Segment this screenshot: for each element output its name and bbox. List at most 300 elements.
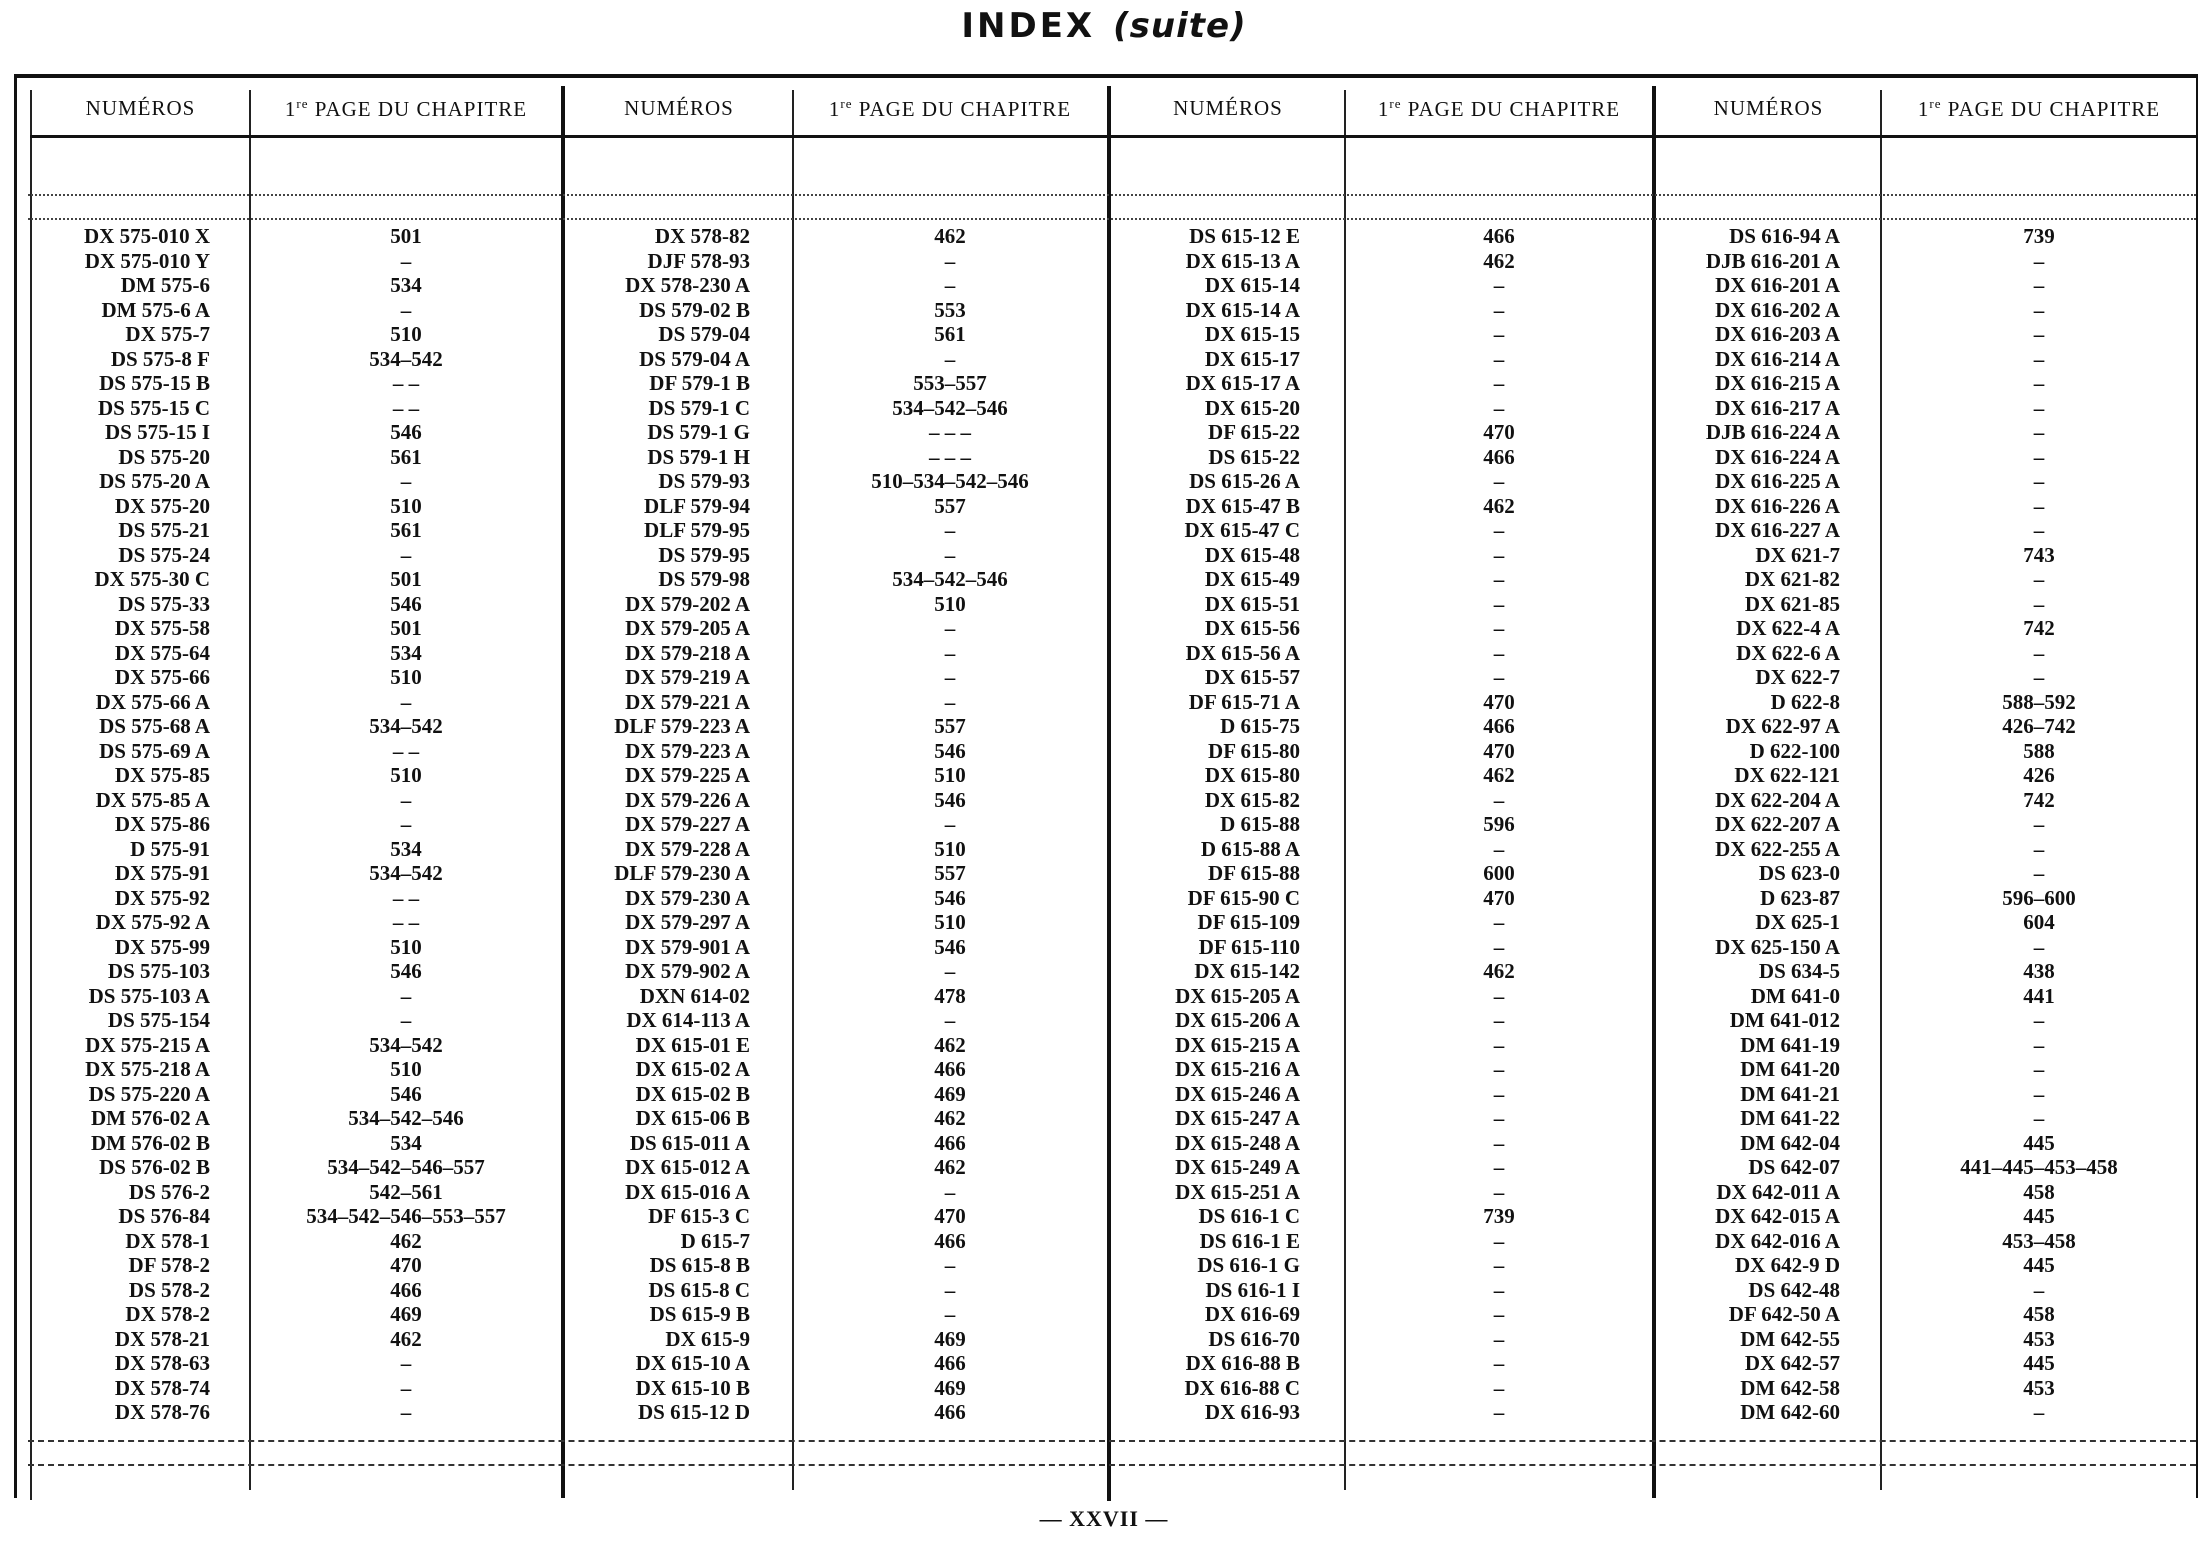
chapter-page: 557 [934,493,966,518]
index-number: DM 641-19 [1740,1032,1840,1057]
index-number: DS 575-20 [118,444,210,469]
chapter-page: – [944,640,956,665]
index-number: DS 579-1 G [647,420,750,444]
chapter-page: 561 [390,444,422,469]
index-number: DM 575-6 A [101,297,210,322]
chapter-page: 588–592 [2002,689,2076,714]
index-number: DS 576-84 [118,1204,210,1228]
chapter-page: – [2033,322,2045,346]
header-rule [30,135,2196,138]
index-number: DX 616-224 A [1715,444,1840,469]
chapter-page: – [1493,1326,1505,1351]
header-page-3: 1re PAGE DU CHAPITRE [1377,96,1621,121]
index-number: DM 641-21 [1740,1081,1840,1106]
chapter-page: 470 [1483,420,1515,444]
index-number: DX 622-204 A [1715,787,1840,812]
index-number: DX 579-221 A [625,689,750,714]
chapter-page: 600 [1483,861,1515,885]
index-number: DX 615-06 B [635,1106,750,1130]
index-number: DX 578-230 A [625,273,750,297]
chapter-page: – [2033,1277,2045,1302]
index-number: DX 578-2 [125,1302,210,1326]
chapter-page: 534–542–546–557 [327,1155,485,1179]
chapter-page: – [1493,1130,1505,1155]
index-number: DX 615-14 [1204,273,1300,297]
chapter-page: 510 [390,493,422,518]
chapter-page: – [2033,567,2045,591]
chapter-page: – – – [929,444,971,469]
chapter-page: – [1493,346,1505,371]
index-number: DS 575-154 [107,1008,210,1032]
chapter-page: – [1493,616,1505,640]
chapter-page: 445 [2023,1253,2055,1277]
index-number: DS 616-94 A [1729,224,1840,248]
numbers-column-2 [564,224,750,1425]
chapter-page: – [2033,861,2045,885]
chapter-page: 534–542 [369,714,443,738]
chapter-page: 510 [390,763,422,787]
chapter-page: – [400,689,412,714]
chapter-page: 462 [934,1106,966,1130]
index-number: DS 642-07 [1748,1155,1840,1179]
chapter-page: 469 [390,1302,422,1326]
index-number: DF 615-110 [1198,934,1300,959]
chapter-page: 466 [934,1057,966,1081]
index-number: DS 616-1 C [1198,1204,1300,1228]
index-number: DF 615-88 [1208,861,1300,885]
chapter-page: – – [392,910,420,934]
chapter-page: 458 [2023,1302,2055,1326]
chapter-page: – [1493,322,1505,346]
index-number: DX 615-14 A [1185,297,1300,322]
chapter-page: 445 [2023,1204,2055,1228]
chapter-page: – [1493,1253,1505,1277]
index-number: DF 615-22 [1208,420,1300,444]
chapter-page: – [1493,836,1505,861]
chapter-page: 426–742 [2002,714,2076,738]
index-number: DX 578-74 [114,1375,210,1400]
index-number: DX 575-64 [114,640,210,665]
index-number: DS 576-02 B [99,1155,210,1179]
index-number: DX 578-63 [114,1351,210,1375]
chapter-page: – – [392,371,420,395]
chapter-page: – [400,469,412,493]
index-number: DX 615-10 B [635,1375,750,1400]
chapter-page: 510 [934,763,966,787]
index-number: DX 575-66 [114,665,210,689]
chapter-page: – [400,248,412,273]
title-suffix: (suite) [1113,6,1247,46]
chapter-page: – [1493,518,1505,542]
index-number: DX 615-47 C [1184,518,1300,542]
index-number: DX 575-218 A [85,1057,210,1081]
pages-column-4 [1883,224,2195,1425]
index-number: DX 615-56 [1204,616,1300,640]
chapter-page: – [1493,591,1505,616]
separator [1344,90,1346,1490]
chapter-page: – [944,1277,956,1302]
index-number: DS 575-15 B [99,371,210,395]
index-number: D 615-75 [1220,714,1300,738]
index-number: DX 615-216 A [1175,1057,1300,1081]
chapter-page: 510 [390,934,422,959]
chapter-page: – [1493,1179,1505,1204]
chapter-page: – [944,959,956,983]
chapter-page: 441–445–453–458 [1960,1155,2118,1179]
index-number: DS 576-2 [128,1179,210,1204]
chapter-page: – [1493,1351,1505,1375]
chapter-page: – [944,542,956,567]
index-number: DS 616-1 I [1205,1277,1300,1302]
index-number: DX 642-57 [1744,1351,1840,1375]
chapter-page: – [1493,934,1505,959]
chapter-page: 466 [390,1277,422,1302]
index-number: DX 579-228 A [625,836,750,861]
index-number: DX 622-6 A [1736,640,1840,665]
chapter-page: – [2033,371,2045,395]
index-number: DS 575-20 A [99,469,210,493]
chapter-page: – – [392,738,420,763]
index-number: DF 615-3 C [648,1204,750,1228]
chapter-page: – [1493,1155,1505,1179]
index-number: DX 615-248 A [1175,1130,1300,1155]
index-number: DM 642-55 [1740,1326,1840,1351]
index-number: DX 615-249 A [1175,1155,1300,1179]
index-number: DS 616-1 E [1199,1228,1300,1253]
chapter-page: 510 [390,322,422,346]
chapter-page: – [400,542,412,567]
dotted-rule [28,194,2196,196]
index-number: DX 615-02 A [635,1057,750,1081]
index-number: DX 579-227 A [625,812,750,836]
chapter-page: – [2033,934,2045,959]
index-number: DX 616-203 A [1715,322,1840,346]
index-number: DX 622-255 A [1715,836,1840,861]
chapter-page: 534 [390,1130,422,1155]
chapter-page: 546 [934,738,966,763]
chapter-page: – [2033,665,2045,689]
chapter-page: – [1493,1228,1505,1253]
index-number: DX 615-57 [1204,665,1300,689]
index-number: DX 575-010 Y [84,248,210,273]
index-number: DS 575-69 A [99,738,210,763]
chapter-page: 470 [934,1204,966,1228]
chapter-page: – [944,518,956,542]
index-number: DX 615-246 A [1175,1081,1300,1106]
chapter-page: 501 [390,224,422,248]
index-number: DS 575-103 A [88,983,210,1008]
index-number: DX 622-7 [1755,665,1840,689]
index-number: DLF 579-230 A [614,861,750,885]
chapter-page: 466 [1483,224,1515,248]
chapter-page: – [2033,395,2045,420]
index-number: DX 575-20 [114,493,210,518]
index-number: DS 575-8 F [110,346,210,371]
index-number: DX 616-88 C [1184,1375,1300,1400]
index-number: DX 616-88 B [1185,1351,1300,1375]
index-number: DX 575-92 A [95,910,210,934]
index-number: DS 615-12 D [637,1400,750,1424]
chapter-page: 534–542–546 [892,395,1008,420]
index-number: DX 642-016 A [1715,1228,1840,1253]
index-number: DM 576-02 A [91,1106,210,1130]
index-number: DX 575-91 [114,861,210,885]
chapter-page: – [1493,1400,1505,1424]
index-number: DS 634-5 [1758,959,1840,983]
index-number: DX 579-223 A [625,738,750,763]
index-number: DS 623-0 [1758,861,1840,885]
index-number: DS 616-1 G [1197,1253,1300,1277]
chapter-page: 546 [390,591,422,616]
index-number: DX 575-85 [114,763,210,787]
index-number: DF 615-71 A [1188,689,1300,714]
chapter-page: 462 [390,1326,422,1351]
page-number: — XXVII — [1039,1506,1169,1531]
index-number: DX 615-251 A [1175,1179,1300,1204]
chapter-page: – – – [929,420,971,444]
numbers-column-4 [1655,224,1840,1425]
index-number: DS 575-33 [118,591,210,616]
dashed-rule [28,1440,2196,1442]
index-number: DX 615-82 [1204,787,1300,812]
index-number: DS 579-1 C [648,395,750,420]
chapter-page: 534 [390,640,422,665]
chapter-page: – [2033,346,2045,371]
index-number: DX 578-76 [114,1400,210,1424]
chapter-page: 470 [1483,689,1515,714]
chapter-page: 588 [2023,738,2055,763]
dashed-rule [28,1464,2196,1466]
chapter-page: – [944,273,956,297]
index-number: DX 578-21 [114,1326,210,1351]
index-number: DLF 579-95 [644,518,750,542]
chapter-page: 478 [934,983,966,1008]
chapter-page: – [1493,1057,1505,1081]
chapter-page: 534 [390,836,422,861]
index-number: DX 616-93 [1204,1400,1300,1424]
chapter-page: 510 [934,591,966,616]
pages-column-1 [252,224,560,1425]
index-number: DX 615-17 [1204,346,1300,371]
header-page-2: 1re PAGE DU CHAPITRE [828,96,1072,121]
index-number: DF 615-90 C [1187,885,1300,910]
chapter-page: 426 [2023,763,2055,787]
index-number: DX 615-02 B [635,1081,750,1106]
index-number: DX 615-48 [1204,542,1300,567]
index-number: DX 614-113 A [626,1008,750,1032]
index-number: DM 641-20 [1740,1057,1840,1081]
index-number: DX 615-13 A [1185,248,1300,273]
chapter-page: 466 [934,1228,966,1253]
chapter-page: 469 [934,1081,966,1106]
chapter-page: – [1493,297,1505,322]
chapter-page: 534 [390,273,422,297]
chapter-page: 510 [390,1057,422,1081]
chapter-page: – [944,1253,956,1277]
index-number: DX 615-012 A [625,1155,750,1179]
chapter-page: 441 [2023,983,2055,1008]
index-number: DF 578-2 [128,1253,210,1277]
chapter-page: – [944,689,956,714]
index-number: DS 575-21 [118,518,210,542]
chapter-page: 561 [934,322,966,346]
chapter-page: 470 [1483,885,1515,910]
chapter-page: – [2033,1057,2045,1081]
chapter-page: – [2033,591,2045,616]
chapter-page: – [2033,836,2045,861]
index-number: DX 616-227 A [1715,518,1840,542]
chapter-page: 546 [390,420,422,444]
index-number: DS 579-04 A [639,346,750,371]
index-number: DX 615-10 A [635,1351,750,1375]
index-number: DX 579-219 A [625,665,750,689]
index-number: D 615-7 [680,1228,750,1253]
header-numeros-4: NUMÉROS [1713,96,1824,120]
index-number: DX 575-99 [114,934,210,959]
index-number: DX 615-51 [1204,591,1300,616]
index-number: DS 615-8 C [648,1277,750,1302]
index-number: DJF 578-93 [647,248,750,273]
index-number: DS 579-04 [658,322,750,346]
chapter-page: – [400,812,412,836]
chapter-page: – [2033,1081,2045,1106]
header-page-1: 1re PAGE DU CHAPITRE [284,96,528,121]
chapter-page: 466 [1483,444,1515,469]
chapter-page: – [1493,469,1505,493]
index-number: DX 642-015 A [1715,1204,1840,1228]
index-number: DX 575-85 A [95,787,210,812]
index-number: DX 575-215 A [85,1032,210,1057]
index-number: DX 616-226 A [1715,493,1840,518]
chapter-page: – [1493,542,1505,567]
chapter-page: – [1493,395,1505,420]
index-number: DS 615-9 B [649,1302,750,1326]
index-number: D 622-8 [1770,689,1840,714]
index-number: DLF 579-223 A [614,714,750,738]
chapter-page: – [944,812,956,836]
chapter-page: 462 [934,1155,966,1179]
index-number: DX 575-30 C [94,567,210,591]
index-number: DX 625-1 [1755,910,1840,934]
index-number: DM 575-6 [120,273,210,297]
chapter-page: 739 [2023,224,2055,248]
index-number: DX 615-247 A [1175,1106,1300,1130]
chapter-page: 466 [934,1130,966,1155]
chapter-page: – [1493,665,1505,689]
chapter-page: – [1493,1375,1505,1400]
chapter-page: – [1493,371,1505,395]
chapter-page: – [2033,248,2045,273]
chapter-page: – [1493,273,1505,297]
chapter-page: – [2033,1032,2045,1057]
index-number: DX 615-206 A [1175,1008,1300,1032]
chapter-page: 534–542–546 [348,1106,464,1130]
chapter-page: – [400,297,412,322]
chapter-page: – [1493,1302,1505,1326]
chapter-page: 466 [934,1351,966,1375]
chapter-page: 604 [2023,910,2055,934]
index-number: DLF 579-94 [644,493,750,518]
header-page-4: 1re PAGE DU CHAPITRE [1917,96,2161,121]
index-number: DX 579-225 A [625,763,750,787]
chapter-page: 501 [390,616,422,640]
index-number: DX 615-49 [1204,567,1300,591]
chapter-page: 510 [934,910,966,934]
chapter-page: 438 [2023,959,2055,983]
chapter-page: – [1493,1032,1505,1057]
index-number: DX 616-217 A [1715,395,1840,420]
chapter-page: – [2033,1008,2045,1032]
dotted-rule [28,218,2196,220]
page-title [0,6,2208,46]
chapter-page: – [400,787,412,812]
chapter-page: 510–534–542–546 [871,469,1029,493]
chapter-page: 462 [1483,959,1515,983]
chapter-page: 466 [934,1400,966,1424]
index-number: DX 615-56 A [1185,640,1300,665]
chapter-page: – [1493,640,1505,665]
chapter-page: 743 [2023,542,2055,567]
index-number: DS 575-220 A [88,1081,210,1106]
index-number: DX 578-1 [125,1228,210,1253]
index-number: DX 579-297 A [625,910,750,934]
index-number: DM 642-04 [1740,1130,1840,1155]
index-number: DM 642-58 [1740,1375,1840,1400]
numbers-column-1 [30,224,210,1425]
chapter-page: 501 [390,567,422,591]
index-number: DX 575-86 [114,812,210,836]
chapter-page: 462 [934,1032,966,1057]
chapter-page: 534–542 [369,1032,443,1057]
chapter-page: 462 [1483,493,1515,518]
index-number: DS 615-22 [1208,444,1300,469]
chapter-page: – [944,1008,956,1032]
index-number: DF 579-1 B [649,371,750,395]
chapter-page: – [400,1400,412,1424]
pages-column-3 [1347,224,1651,1425]
chapter-page: – [944,616,956,640]
index-number: DX 615-215 A [1175,1032,1300,1057]
chapter-page: 466 [1483,714,1515,738]
index-number: DM 642-60 [1740,1400,1840,1424]
index-number: DX 622-207 A [1715,812,1840,836]
chapter-page: – [944,248,956,273]
index-number: DS 615-011 A [629,1130,750,1155]
chapter-page: – [1493,910,1505,934]
chapter-page: – [1493,567,1505,591]
index-number: DX 621-7 [1755,542,1840,567]
index-number: DS 575-24 [118,542,210,567]
chapter-page: 546 [934,934,966,959]
chapter-page: – [944,1179,956,1204]
chapter-page: 445 [2023,1351,2055,1375]
index-number: DF 642-50 A [1728,1302,1840,1326]
chapter-page: 453 [2023,1375,2055,1400]
index-number: DX 615-205 A [1175,983,1300,1008]
chapter-page: – [2033,1106,2045,1130]
index-number: D 622-100 [1749,738,1840,763]
header-numeros-2: NUMÉROS [624,96,734,120]
index-number: DX 625-150 A [1715,934,1840,959]
chapter-page: 510 [934,836,966,861]
chapter-page: 546 [934,885,966,910]
index-number: DX 575-7 [125,322,210,346]
index-number: DS 615-8 B [649,1253,750,1277]
index-number: DX 615-17 A [1185,371,1300,395]
index-number: DX 575-58 [114,616,210,640]
chapter-page: – – [392,395,420,420]
index-number: DF 615-109 [1197,910,1300,934]
